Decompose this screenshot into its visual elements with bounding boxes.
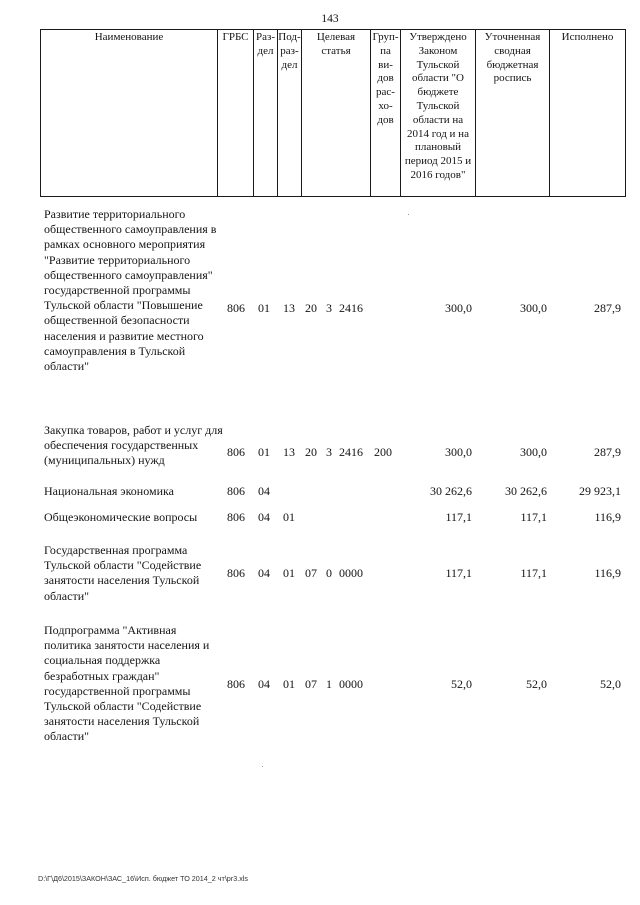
row-razdel: 01 <box>258 301 270 315</box>
row-name: Государственная программа Тульской области "Содействие занятости населения Тульской области" <box>44 543 202 603</box>
row-razdel: 04 <box>258 677 270 691</box>
row-razdel: 04 <box>258 566 270 580</box>
row-target-code-3: 2416 <box>339 301 363 315</box>
header-left-border <box>40 29 41 197</box>
header-name: Наименование <box>94 31 164 43</box>
row-group: 200 <box>374 445 392 459</box>
row-refined: 300,0 <box>520 445 547 459</box>
row-refined: 117,1 <box>520 510 547 524</box>
header-top-border <box>40 29 626 30</box>
row-grbs: 806 <box>227 445 245 459</box>
header-refined: Уточненная сводная бюджетная роспись <box>484 31 541 85</box>
header-target-article: Целевая статья <box>316 31 356 57</box>
header-grbs: ГРБС <box>222 31 249 43</box>
scan-speck <box>408 214 409 215</box>
row-refined: 52,0 <box>526 677 547 691</box>
row-executed: 52,0 <box>600 677 621 691</box>
row-target-code-1: 07 <box>305 677 317 691</box>
row-grbs: 806 <box>227 484 245 498</box>
row-refined: 117,1 <box>520 566 547 580</box>
header-podrazdel: Под- раз- дел <box>278 31 301 71</box>
file-path-footer: D:\Г\Д6\2015\ЗАКОН\ЗАС_16\Исп. бюджет ТО 2014_2 чт\pr3.xls <box>38 874 248 883</box>
row-razdel: 01 <box>258 445 270 459</box>
header-razdel: Раз- дел <box>255 31 275 57</box>
row-approved: 30 262,6 <box>430 484 472 498</box>
page-number: 143 <box>321 13 339 25</box>
row-executed: 116,9 <box>594 566 621 580</box>
row-podrazdel: 13 <box>283 445 295 459</box>
row-name: Национальная экономика <box>44 484 174 498</box>
row-refined: 30 262,6 <box>505 484 547 498</box>
row-name: Общеэкономические вопросы <box>44 510 198 524</box>
header-bottom-border <box>40 196 626 197</box>
row-name: Подпрограмма "Активная политика занятости населения и социальная поддержка безработных граждан" государственной программы Тульской области "Содействие занятости населения Тульской области" <box>44 623 210 744</box>
row-target-code-2: 3 <box>326 301 332 315</box>
row-podrazdel: 01 <box>283 510 295 524</box>
row-grbs: 806 <box>227 301 245 315</box>
row-approved: 300,0 <box>445 301 472 315</box>
row-executed: 287,9 <box>594 301 621 315</box>
header-divider <box>549 29 550 197</box>
row-podrazdel: 01 <box>283 566 295 580</box>
row-target-code-3: 0000 <box>339 566 363 580</box>
row-approved: 52,0 <box>451 677 472 691</box>
row-grbs: 806 <box>227 566 245 580</box>
row-target-code-2: 3 <box>326 445 332 459</box>
row-target-code-3: 0000 <box>339 677 363 691</box>
scan-speck <box>262 766 263 767</box>
row-executed: 287,9 <box>594 445 621 459</box>
row-grbs: 806 <box>227 677 245 691</box>
row-target-code-3: 2416 <box>339 445 363 459</box>
row-target-code-1: 07 <box>305 566 317 580</box>
header-approved: Утверждено Законом Тульской области "О бюджете Тульской области на 2014 год и на плановый период 2015 и 2016 годов" <box>404 31 472 181</box>
header-right-border <box>625 29 626 197</box>
row-podrazdel: 01 <box>283 677 295 691</box>
row-name: Развитие территориального общественного самоуправления в рамках основного мероприятия "Развитие территориального общественного самоуправления" государственной программы Тульской области "Повышение общественной безопасности населения и развитие местного самоуправления в Тульской области" <box>44 207 217 374</box>
row-approved: 300,0 <box>445 445 472 459</box>
row-target-code-1: 20 <box>305 301 317 315</box>
row-target-code-2: 1 <box>326 677 332 691</box>
row-grbs: 806 <box>227 510 245 524</box>
row-razdel: 04 <box>258 484 270 498</box>
header-executed: Исполнено <box>561 31 614 43</box>
header-divider <box>217 29 218 197</box>
row-executed: 29 923,1 <box>579 484 621 498</box>
row-name: Закупка товаров, работ и услуг для обеспечения государственных (муниципальных) нужд <box>44 423 223 468</box>
row-podrazdel: 13 <box>283 301 295 315</box>
row-executed: 116,9 <box>594 510 621 524</box>
header-expense-group: Груп- па ви- дов рас- хо- дов <box>372 31 399 126</box>
row-target-code-2: 0 <box>326 566 332 580</box>
row-refined: 300,0 <box>520 301 547 315</box>
row-approved: 117,1 <box>445 510 472 524</box>
row-target-code-1: 20 <box>305 445 317 459</box>
row-razdel: 04 <box>258 510 270 524</box>
row-approved: 117,1 <box>445 566 472 580</box>
